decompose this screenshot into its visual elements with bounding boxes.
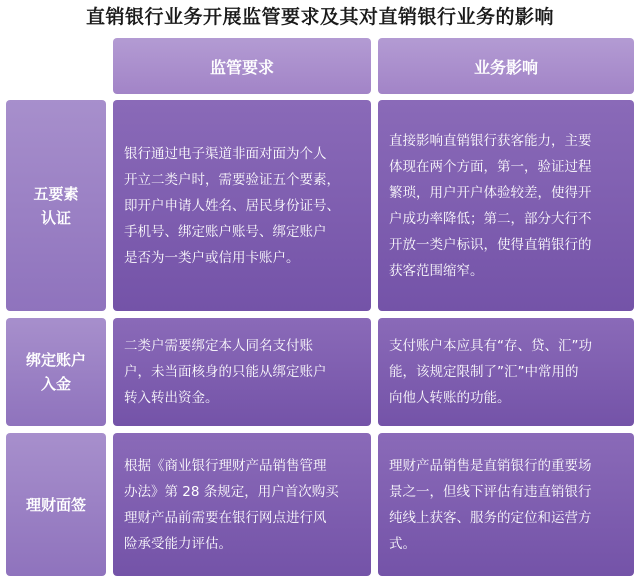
row-label-line2: 认证 <box>40 208 71 227</box>
row-requirement-five-elements <box>113 100 371 311</box>
row-label-line1: 绑定账户 <box>25 351 86 369</box>
header-impact <box>378 38 634 94</box>
row-label-line1: 五要素 <box>33 184 79 203</box>
requirement-text: 二类户需要绑定本人同名支付账 户，未当面核身的只能从绑定账户 转入转出资金。 <box>124 338 327 406</box>
requirement-text: 根据《商业银行理财产品销售管理 办法》第 28 条规定，用户首次购买 理财产品前需要在银行网点进行风 险承受能力评估。 <box>124 457 339 552</box>
row-label-line2: 入金 <box>40 375 71 393</box>
impact-text: 理财产品销售是直销银行的重要场 景之一，但线下评估有违直销银行 纯线上获客、服务的定位和运营方 式。 <box>389 457 592 552</box>
header-impact-label: 业务影响 <box>473 57 538 77</box>
row-label-bind-account <box>6 318 106 426</box>
row-requirement-bind-account <box>113 318 371 426</box>
row-requirement-wealth-signing <box>113 433 371 576</box>
page-title: 直销银行业务开展监管要求及其对直销银行业务的影响 <box>85 6 554 28</box>
impact-text: 直接影响直销银行获客能力，主要 体现在两个方面，第一，验证过程 繁琐，用户开户体验较差，使得开 户成功率降低；第二，部分大行不 开放一类户标识，使得直销银行的 获客范围缩窄。 <box>389 132 592 279</box>
row-label-five-elements <box>6 100 106 311</box>
header-requirement-label: 监管要求 <box>209 57 274 77</box>
row-impact-five-elements <box>378 100 634 311</box>
row-impact-wealth-signing <box>378 433 634 576</box>
requirement-text: 银行通过电子渠道非面对面为个人 开立二类户时，需要验证五个要素， 即开户申请人姓名、居民身份证号、 手机号、绑定账户账号、绑定账户 是否为一类户或信用卡账户。 <box>124 145 340 266</box>
row-impact-bind-account <box>378 318 634 426</box>
row-label-wealth-signing <box>6 433 106 576</box>
impact-text: 支付账户本应具有“存、贷、汇”功 能，该规定限制了”汇”中常用的 向他人转账的功能。 <box>389 338 592 406</box>
header-requirement <box>113 38 371 94</box>
row-label-line1: 理财面签 <box>25 495 86 514</box>
